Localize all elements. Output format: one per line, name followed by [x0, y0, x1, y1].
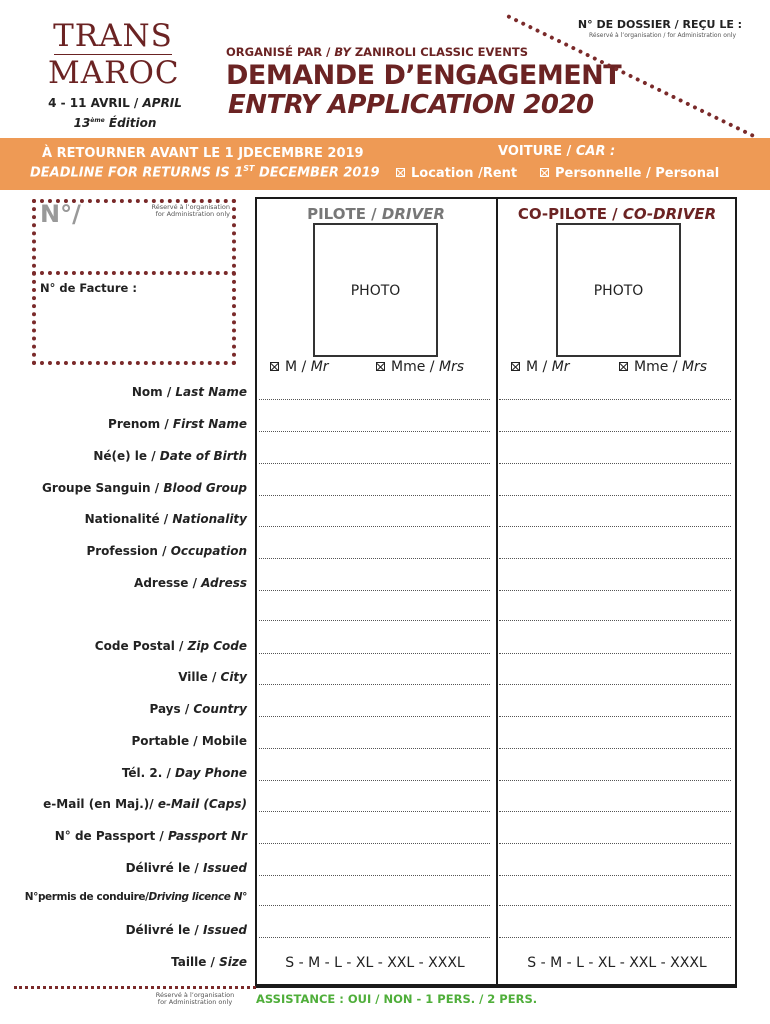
footer-dotted-rule	[14, 986, 256, 989]
codriver-size-options[interactable]: S - M - L - XL - XXL - XXXL	[527, 955, 707, 971]
driver-field-line[interactable]	[259, 399, 490, 400]
codriver-field-line[interactable]	[499, 716, 731, 717]
field-label: e-Mail (en Maj.)/ e-Mail (Caps)	[43, 797, 247, 811]
logo-line-2: MAROC	[48, 55, 180, 91]
grid-divider	[496, 199, 498, 984]
codriver-photo-label: PHOTO	[593, 283, 644, 299]
driver-column-title: PILOTE / DRIVER	[307, 205, 445, 223]
assistance-line: ASSISTANCE : OUI / NON - 1 PERS. / 2 PERS.	[256, 992, 538, 1006]
deadline-en: DEADLINE FOR RETURNS IS 1ST DECEMBER 2019	[30, 164, 380, 181]
driver-field-line[interactable]	[259, 620, 490, 621]
codriver-field-line[interactable]	[499, 780, 731, 781]
field-label: Pays / Country	[149, 702, 247, 716]
driver-field-line[interactable]	[259, 590, 490, 591]
codriver-field-line[interactable]	[499, 526, 731, 527]
event-dates: 4 - 11 AVRIL / APRIL	[48, 96, 182, 110]
admin-box-divider	[32, 271, 236, 275]
form-title-fr: DEMANDE D’ENGAGEMENT	[226, 60, 622, 91]
invoice-number-label: N° de Facture :	[40, 281, 137, 295]
codriver-field-line[interactable]	[499, 620, 731, 621]
driver-mrs-checkbox[interactable]	[376, 362, 385, 371]
codriver-mrs-checkbox[interactable]	[619, 362, 628, 371]
driver-field-line[interactable]	[259, 748, 490, 749]
car-option-rent[interactable]: Location /Rent	[396, 166, 517, 181]
codriver-mr-option[interactable]: M / Mr	[511, 359, 570, 375]
event-logo	[48, 20, 178, 89]
field-label: Groupe Sanguin / Blood Group	[42, 481, 247, 495]
car-label: VOITURE / CAR :	[498, 144, 616, 159]
driver-field-line[interactable]	[259, 495, 490, 496]
driver-field-line[interactable]	[259, 684, 490, 685]
field-label: Code Postal / Zip Code	[94, 639, 247, 653]
field-label: N° de Passport / Passport Nr	[54, 829, 247, 843]
codriver-column-title: CO-PILOTE / CO-DRIVER	[517, 205, 717, 223]
driver-field-line[interactable]	[259, 526, 490, 527]
driver-mr-option[interactable]: M / Mr	[270, 359, 329, 375]
driver-field-line[interactable]	[259, 875, 490, 876]
driver-size-options[interactable]: S - M - L - XL - XXL - XXXL	[285, 955, 465, 971]
dossier-admin-note: Réservé à l’organisation / for Administration only	[589, 32, 736, 39]
codriver-field-line[interactable]	[499, 937, 731, 938]
driver-photo-label: PHOTO	[350, 283, 401, 299]
driver-field-line[interactable]	[259, 905, 490, 906]
field-label: Taille / Size	[171, 955, 247, 969]
field-label: N°permis de conduire/Driving licence N°	[24, 891, 247, 903]
logo-line-1: TRANS	[53, 18, 173, 54]
codriver-field-line[interactable]	[499, 843, 731, 844]
deadline-fr: À RETOURNER AVANT LE 1 JDECEMBRE 2019	[42, 146, 364, 161]
organiser-line: ORGANISÉ PAR / BY ZANIROLI CLASSIC EVENTS	[226, 45, 529, 59]
field-label: Tél. 2. / Day Phone	[121, 766, 247, 780]
dossier-number-label: N° DE DOSSIER / REÇU LE :	[577, 18, 743, 31]
driver-field-line[interactable]	[259, 716, 490, 717]
codriver-field-line[interactable]	[499, 463, 731, 464]
event-edition: 13ème Édition	[73, 116, 157, 130]
driver-field-line[interactable]	[259, 780, 490, 781]
driver-field-line[interactable]	[259, 558, 490, 559]
driver-mr-checkbox[interactable]	[270, 362, 279, 371]
personal-checkbox[interactable]	[540, 168, 549, 177]
driver-field-line[interactable]	[259, 811, 490, 812]
codriver-field-line[interactable]	[499, 495, 731, 496]
field-label: Profession / Occupation	[86, 544, 247, 558]
field-label: Né(e) le / Date of Birth	[93, 449, 247, 463]
car-option-personal[interactable]: Personnelle / Personal	[540, 166, 719, 181]
field-label: Délivré le / Issued	[125, 861, 247, 875]
codriver-field-line[interactable]	[499, 875, 731, 876]
driver-field-line[interactable]	[259, 431, 490, 432]
driver-mrs-option[interactable]: Mme / Mrs	[376, 359, 464, 375]
field-label: Nom / Last Name	[131, 385, 247, 399]
field-label: Délivré le / Issued	[125, 923, 247, 937]
codriver-field-line[interactable]	[499, 399, 731, 400]
driver-field-line[interactable]	[259, 653, 490, 654]
admin-number-label: N°/	[40, 200, 81, 228]
form-title-en: ENTRY APPLICATION 2020	[228, 90, 594, 120]
field-label: Nationalité / Nationality	[84, 512, 247, 526]
codriver-field-line[interactable]	[499, 431, 731, 432]
codriver-field-line[interactable]	[499, 653, 731, 654]
driver-field-line[interactable]	[259, 937, 490, 938]
field-label: Ville / City	[178, 670, 247, 684]
driver-photo-box[interactable]	[313, 223, 438, 357]
deadline-band	[0, 138, 770, 190]
codriver-mr-checkbox[interactable]	[511, 362, 520, 371]
codriver-photo-box[interactable]	[556, 223, 681, 357]
footer-admin-note: Réservé à l’organisation for Administration only	[155, 991, 235, 1006]
codriver-field-line[interactable]	[499, 684, 731, 685]
field-label: Portable / Mobile	[131, 734, 247, 748]
field-label: Adresse / Adress	[134, 576, 247, 590]
codriver-mrs-option[interactable]: Mme / Mrs	[619, 359, 707, 375]
codriver-field-line[interactable]	[499, 590, 731, 591]
codriver-field-line[interactable]	[499, 811, 731, 812]
codriver-field-line[interactable]	[499, 748, 731, 749]
rent-checkbox[interactable]	[396, 168, 405, 177]
field-label: Prenom / First Name	[108, 417, 247, 431]
driver-field-line[interactable]	[259, 843, 490, 844]
grid-bottom-rule	[256, 986, 737, 988]
admin-note: Réservé à l’organisation for Administration only	[151, 203, 230, 218]
driver-field-line[interactable]	[259, 463, 490, 464]
codriver-field-line[interactable]	[499, 905, 731, 906]
codriver-field-line[interactable]	[499, 558, 731, 559]
